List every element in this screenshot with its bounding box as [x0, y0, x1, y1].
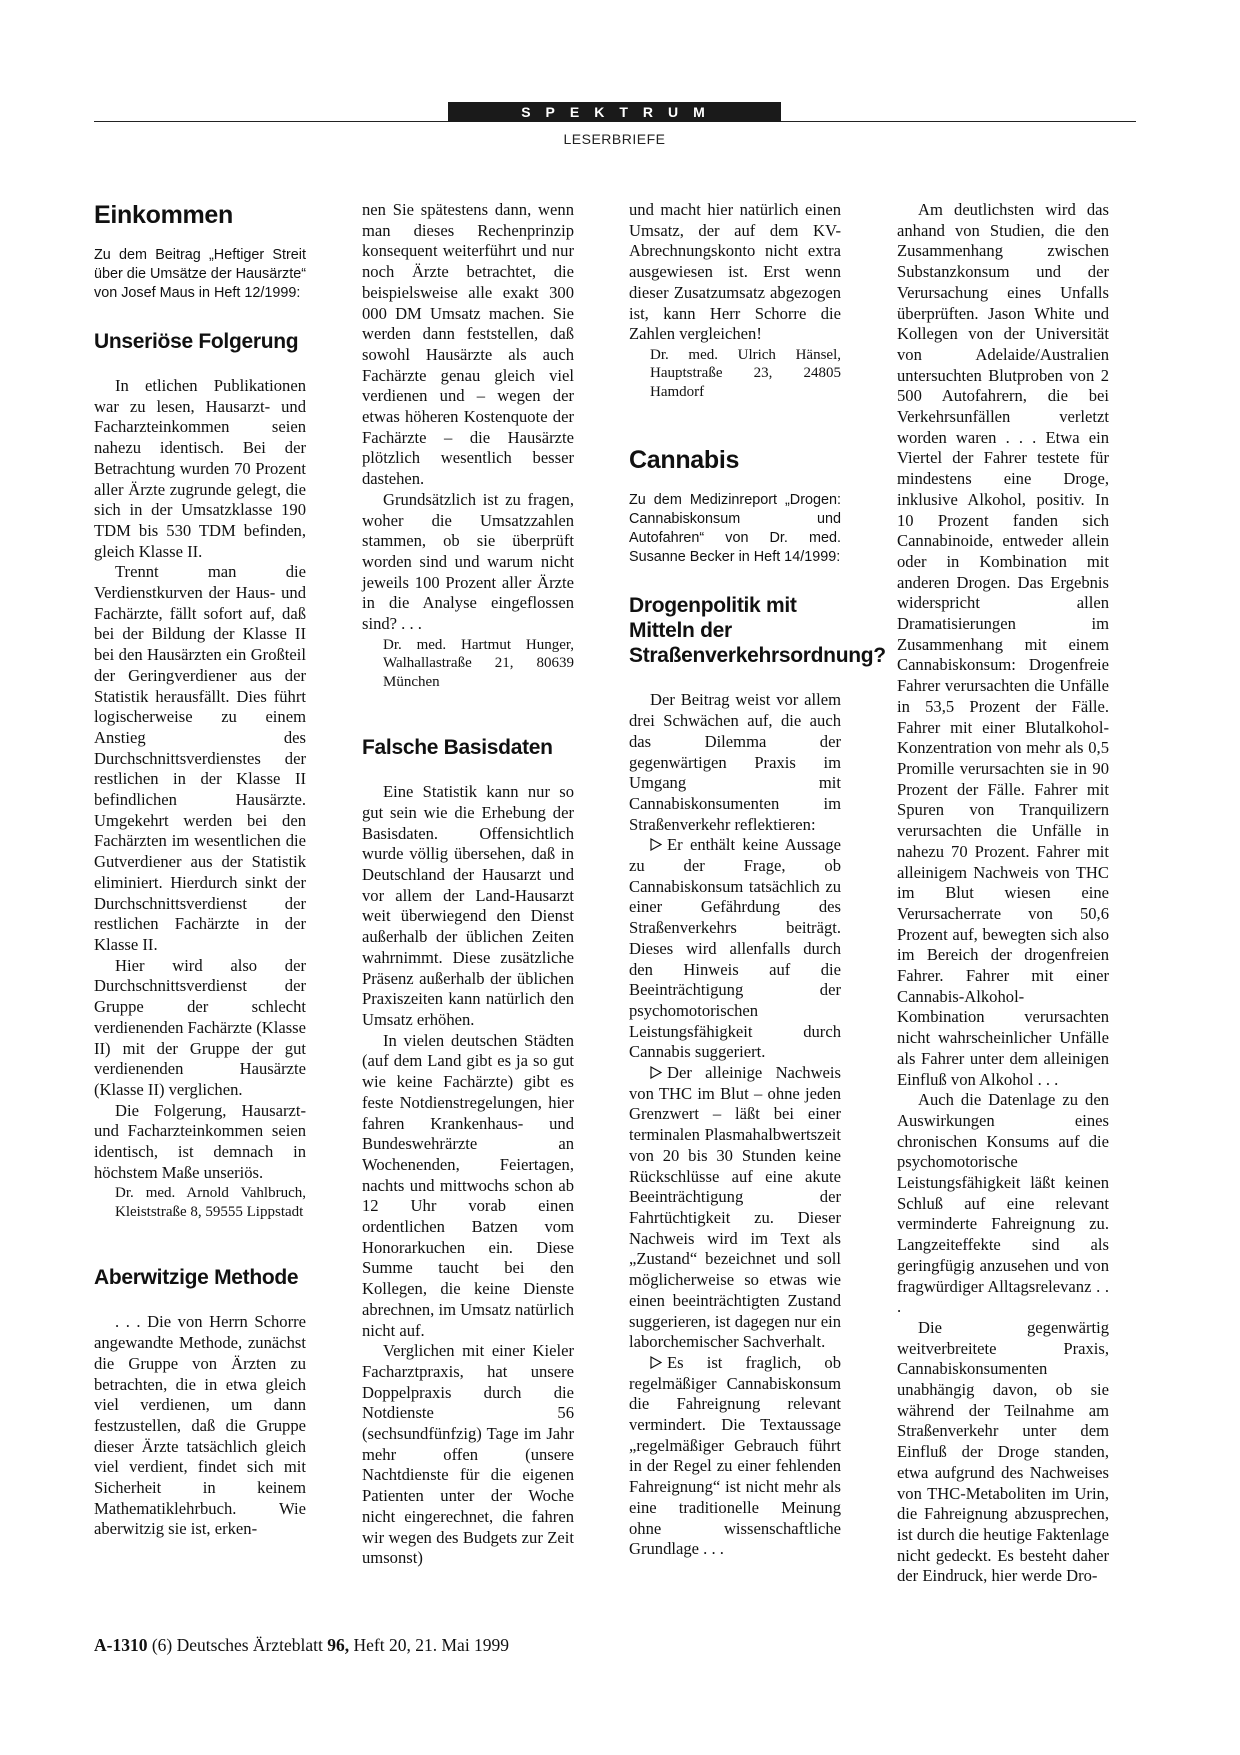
paragraph: Hier wird also der Durchschnittsverdienst der Gruppe der schlecht verdienenden Fachärzte (Klasse II) mit der Gruppe der gut verdienenden Hausärzte (Klasse II) verglichen.: [94, 955, 306, 1099]
paragraph: . . . Die von Herrn Schorre angewandte Methode, zunächst die Gruppe von Ärzten zu betrachten, die in etwa gleich viel verdienen, um dann festzustellen, daß die Gruppe dieser Ärzte tatsächlich gleich viel verdient, findet sich mit Sicherheit in keinem Mathematiklehrbuch. Wie aberwitzig sie ist, erken-: [94, 1312, 306, 1539]
issue-date: Heft 20, 21. Mai 1999: [353, 1635, 510, 1655]
bullet-paragraph: Der alleinige Nachweis von THC im Blut – ohne jeden Grenzwert – läßt bei einer terminalen Plasmahalbwertszeit von 20 bis 30 Stunden keine Rückschlüsse auf eine akute Beeinträchtigung der Fahrtüchtigkeit zu. Dieser Nachweis wird im Text als „Zustand“ bezeichnet und soll möglicherweise so etwas wie einen beeinträchtigten Zustand suggerieren, ist dagegen nur ein laborchemischer Sachverhalt.: [629, 1063, 841, 1352]
headline-aberwitzige-methode: Aberwitzige Methode: [94, 1266, 299, 1290]
column-4: [897, 200, 1109, 1587]
paragraph: Der Beitrag weist vor allem drei Schwächen auf, die auch das Dilemma der gegenwärtigen Praxis im Umgang mit Cannabiskonsumenten im Straßenverkehr reflektieren:: [629, 690, 841, 834]
section-header: SPEKTRUM: [448, 102, 781, 122]
signature: Dr. med. Arnold Vahlbruch, Kleiststraße 8, 59555 Lippstadt: [115, 1185, 306, 1220]
triangle-bullet-icon: [650, 838, 662, 851]
column-3: [629, 200, 886, 1560]
paragraph: Grundsätzlich ist zu fragen, woher die Umsatzzahlen stammen, ob sie überprüft worden sind und warum nicht jeweils 100 Prozent aller Ärzte in die Analyse eingeflossen sind? . . .: [362, 489, 574, 634]
paragraph: Trennt man die Verdienstkurven der Haus- und Fachärzte, fällt sofort auf, daß bei der Bildung der Klasse II bei den Hausärzten ein Großteil der Geringverdiener aus der Statistik herausfällt. Dies führt logischerweise zu einem Anstieg des Durchschnittsverdienstes der restlichen in der Klasse II befindlichen Hausärzte. Umgekehrt werden bei den Fachärzten im wesentlichen die Gutverdiener aus der Statistik eliminiert. Hierdurch sinkt der Durchschnittsverdienst der restlichen Fachärzte in der Klasse II.: [94, 562, 306, 954]
paragraph: In vielen deutschen Städten (auf dem Land gibt es ja so gut wie keine Fachärzte) gibt es feste Notdienstregelungen, hier fahren Krankenhaus- und Bundeswehrärzte an Wochenenden, Feiertagen, nachts und mittwochs schon ab 12 Uhr vorab einen ordentlichen Batzen vom Honorarkuchen ein. Diese Summe taucht bei den Kollegen, die keine Dienste abrechnen, im Umsatz natürlich nicht auf.: [362, 1030, 574, 1340]
volume: 96,: [327, 1635, 350, 1655]
paragraph: Die Folgerung, Hausarzt- und Facharzteinkommen seien identisch, ist demnach in höchstem Maße unseriös.: [94, 1100, 306, 1182]
subsection-header: LESERBRIEFE: [563, 131, 666, 147]
rubric-cannabis: Cannabis: [629, 446, 740, 475]
paragraph-continued: und macht hier natürlich einen Umsatz, der auf dem KV-Abrechnungskonto nicht extra ausgewiesen ist. Erst wenn dieser Zusatzumsatz abgezogen ist, kann Herr Schorre die Zahlen vergleichen!: [629, 200, 841, 344]
headline-drogenpolitik: Drogenpolitik mit Mitteln der Straßenverkehrsordnung?: [629, 594, 886, 668]
headline-unserioese-folgerung: Unseriöse Folgerung: [94, 330, 299, 353]
paragraph: Die gegenwärtig weitverbreitete Praxis, Cannabiskonsumenten unabhängig davon, ob sie während der Teilnahme am Straßenverkehr unter dem Einfluß der Droge standen, etwa aufgrund des Nachweises von THC-Metaboliten im Urin, die Fahreignung abzusprechen, ist durch die heutige Faktenlage nicht gedeckt. Es besteht daher der Eindruck, hier werde Dro-: [897, 1317, 1109, 1586]
publication: (6) Deutsches Ärzteblatt: [151, 1635, 323, 1655]
reference-einkommen: Zu dem Beitrag „Heftiger Streit über die Umsätze der Hausärzte“ von Josef Maus in Heft 12/1999:: [94, 247, 306, 301]
paragraph: Auch die Datenlage zu den Auswirkungen eines chronischen Konsums auf die psychomotorische Leistungsfähigkeit läßt keinen Schluß auf eine relevant verminderte Fahreignung zu. Langzeiteffekte sind als geringfügig anzusehen und von fragwürdiger Alltagsrelevanz . . .: [897, 1090, 1109, 1317]
column-2: [362, 200, 574, 1569]
paragraph: Am deutlichsten wird das anhand von Studien, die den Zusammenhang zwischen Substanzkonsum und der Verursachung eines Unfalls überprüften. Jason White und Kollegen von der Universität von Adelaide/Australien untersuchten Blutproben von 2 500 Autofahrern, die bei Verkehrsunfällen verletzt worden waren . . . Etwa ein Viertel der Fahrer testete für mindestens eine Droge, inklusive Alkohol, positiv. In 10 Prozent fanden sich Cannabinoide, entweder allein oder in Kombination mit anderen Drogen. Das Ergebnis widerspricht allen Dramatisierungen im Zusammenhang mit einem Cannabiskonsum: Drogenfreie Fahrer verursachten die Unfälle in 53,5 Prozent der Fälle. Fahrer mit einer Blutalkohol-Konzentration von mehr als 0,5 Promille verursachten sie in 90 Prozent der Fälle. Fahrer mit Spuren von Tranquilizern verursachten die Unfälle in nahezu 70 Prozent. Fahrer mit alleinigem Nachweis von THC im Blut wiesen eine Verursacherrate von 50,6 Prozent auf, bewegten sich also im Bereich der drogenfreien Fahrer. Fahrer mit einer Cannabis-Alkohol-Kombination verursachten nicht wahrscheinlicher Unfälle als Fahrer unter dem alleinigen Einfluß von Alkohol . . .: [897, 200, 1109, 1089]
paragraph: Eine Statistik kann nur so gut sein wie die Erhebung der Basisdaten. Offensichtlich wurde völlig übersehen, daß in Deutschland der Hausarzt und vor allem der Land-Hausarzt weit überwiegend den Dienst außerhalb der üblichen Zeiten wahrnimmt. Diese zusätzliche Präsenz außerhalb der üblichen Praxiszeiten kann natürlich den Umsatz erhöhen.: [362, 782, 574, 1029]
signature: Dr. med. Ulrich Hänsel, Hauptstraße 23, 24805 Hamdorf: [650, 346, 841, 400]
reference-cannabis: Zu dem Medizinreport „Drogen: Cannabiskonsum und Autofahren“ von Dr. med. Susanne Becker in Heft 14/1999:: [629, 492, 841, 566]
signature: Dr. med. Hartmut Hunger, Walhallastraße 21, 80639 München: [383, 636, 574, 690]
paragraph-continued: nen Sie spätestens dann, wenn man dieses Rechenprinzip konsequent weiterführt und nur noch Ärzte betrachtet, die beispielsweise alle exakt 300 000 DM Umsatz machen. Sie werden dann feststellen, daß sowohl Hausärzte als auch Fachärzte genau gleich viel verdienen und – wegen der etwas höheren Kostenquote der Fachärzte – die Hausärzte plötzlich wesentlich besser dastehen.: [362, 200, 574, 489]
paragraph: Verglichen mit einer Kieler Facharztpraxis, hat unsere Doppelpraxis durch die Notdienste 56 (sechsundfünfzig) Tage im Jahr mehr offen (unsere Nachtdienste für die eigenen Patienten unter der Woche nicht eingerechnet, die fahren wir wegen des Budgets zur Zeit umsonst): [362, 1341, 574, 1568]
headline-falsche-basisdaten: Falsche Basisdaten: [362, 736, 553, 760]
bullet-paragraph: Er enthält keine Aussage zu der Frage, ob Cannabiskonsum tatsächlich zu einer Gefährdung des Straßenverkehrs beiträgt. Dieses wird allenfalls durch den Hinweis auf die Beeinträchtigung der psychomotorischen Leistungsfähigkeit durch Cannabis suggeriert.: [629, 835, 841, 1062]
column-1: [94, 200, 306, 1540]
triangle-bullet-icon: [650, 1356, 662, 1369]
rubric-einkommen: Einkommen: [94, 201, 233, 229]
paragraph: In etlichen Publikationen war zu lesen, Hausarzt- und Facharzteinkommen seien nahezu identisch. Bei der Betrachtung wurden 70 Prozent aller Ärzte zugrunde gelegt, die sich in der Umsatzklasse 190 TDM bis 530 TDM befinden, gleich Klasse II.: [94, 376, 306, 561]
page-number: A-1310: [94, 1635, 148, 1655]
triangle-bullet-icon: [650, 1066, 662, 1079]
page-footer: [94, 1635, 509, 1656]
bullet-paragraph: Es ist fraglich, ob regelmäßiger Cannabiskonsum die Fahreignung relevant vermindert. Die Textaussage „regelmäßiger Gebrauch führt in der Regel zu einer fehlenden Fahreignung“ ist nicht mehr als eine traditionelle Meinung ohne wissenschaftliche Grundlage . . .: [629, 1352, 841, 1559]
